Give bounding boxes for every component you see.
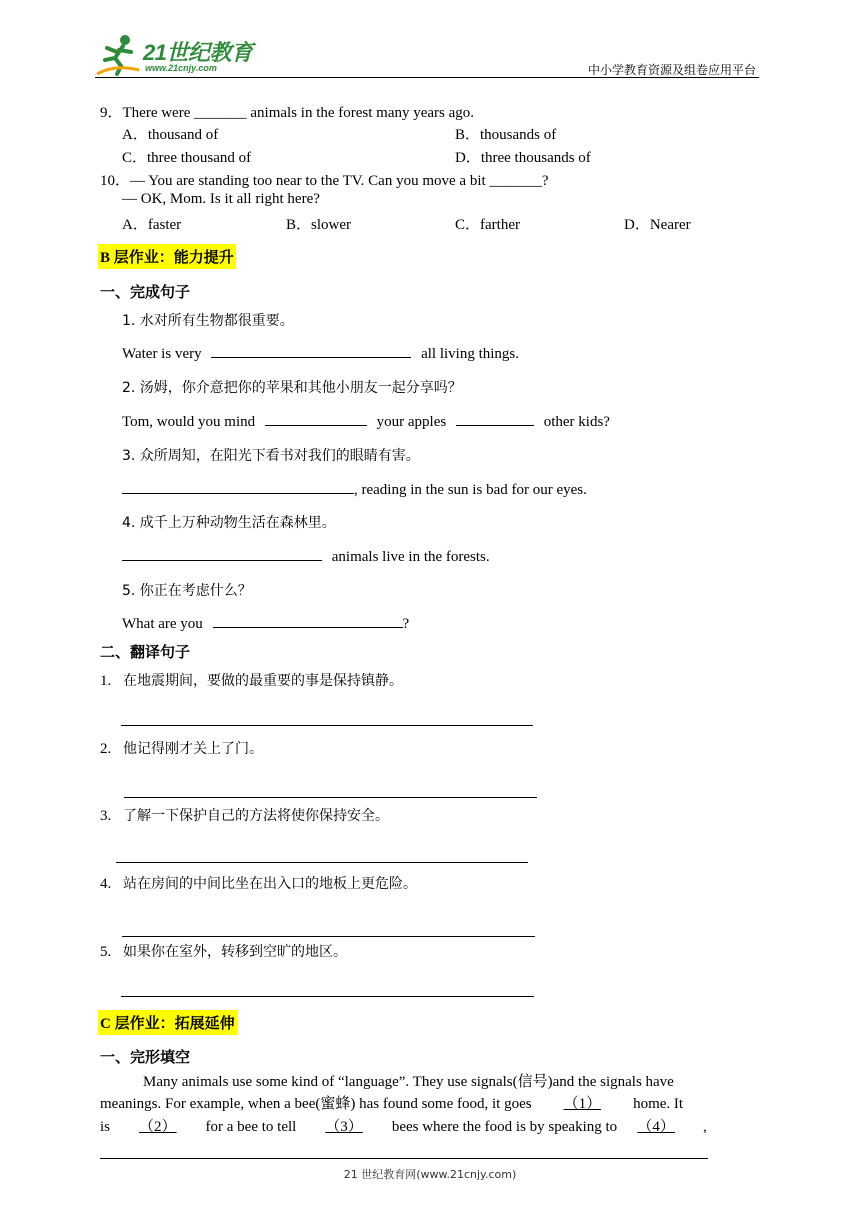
translate-1-answer-line[interactable] [121,725,533,726]
translate-3-cn: 了解一下保护自己的方法将使你保持安全。 [123,808,389,824]
translate-3-answer-line[interactable] [116,862,528,863]
complete-4-text-b: animals live in the forests. [331,549,490,565]
cloze-text: home. It [633,1096,684,1112]
section-cloze: 一、完形填空 [100,1048,191,1066]
cloze-text: is [100,1119,111,1135]
q10-option-b: B．slower [286,217,351,233]
complete-1-text-b: all living things. [421,346,520,362]
complete-1-cn: 1. 水对所有生物都很重要。 [122,313,294,329]
translate-item-5 [100,941,347,961]
q10-stem: 10．— You are standing too near to the TV. Can you move a bit _______? [100,173,549,189]
translate-item-2 [100,738,263,758]
q9-option-d: D．three thousands of [455,150,591,166]
header-divider [95,77,759,78]
complete-4-en [122,546,490,566]
runner-logo-icon [95,34,141,76]
answer-blank[interactable] [122,479,354,494]
complete-3-text-b: , reading in the sun is bad for our eyes. [354,482,587,498]
complete-5-text-a: What are you [122,616,203,632]
logo-url: www.21cnjy.com [145,63,217,73]
translate-4-cn: 站在房间的中间比坐在出入口的地板上更危险。 [123,876,417,892]
footer-text: 21 世纪教育网(www.21cnjy.com) [343,1168,517,1181]
q9-option-a: A．thousand of [122,127,219,143]
site-logo [95,34,265,78]
answer-blank[interactable] [122,546,322,561]
cloze-line-1: Many animals use some kind of “language”. They use signals(信号)and the signals have [143,1074,674,1090]
q9-option-c: C．three thousand of [122,150,252,166]
complete-1-text-a: Water is very [122,346,202,362]
cloze-line-3 [100,1115,707,1136]
cloze-text: meanings. For example, when a bee(蜜蜂) has found some food, it goes [100,1096,532,1112]
complete-1-en [122,343,519,363]
level-b-heading: B 层作业：能力提升 [98,244,236,269]
translate-4-answer-line[interactable] [122,936,535,937]
answer-blank[interactable] [265,411,367,426]
answer-blank[interactable] [456,411,534,426]
level-c-heading: C 层作业：拓展延伸 [98,1010,237,1035]
header-platform-text: 中小学教育资源及组卷应用平台 [587,63,756,77]
complete-2-text-a: Tom, would you mind [122,414,256,430]
section-translate: 二、翻译句子 [100,643,191,661]
cloze-blank-2[interactable]: （2） [139,1119,177,1135]
translate-1-cn: 在地震期间，要做的最重要的事是保持镇静。 [123,673,403,689]
cloze-line-2 [100,1092,683,1113]
answer-blank[interactable] [213,613,403,628]
cloze-text: bees where the food is by speaking to [391,1119,618,1135]
translate-2-answer-line[interactable] [124,797,537,798]
translate-2-num: 2. [100,741,112,757]
q10-option-d: D．Nearer [624,217,691,233]
cloze-text: for a bee to tell [205,1119,297,1135]
cloze-blank-4[interactable]: （4） [637,1119,675,1135]
translate-3-num: 3. [100,808,112,824]
translate-1-num: 1. [100,673,112,689]
translate-5-num: 5. [100,944,112,960]
q10-option-a: A．faster [122,217,182,233]
complete-3-en [122,479,587,499]
translate-5-answer-line[interactable] [121,996,534,997]
q10-line2: — OK, Mom. Is it all right here? [122,191,320,207]
logo-text: 21世纪教育 [143,40,253,65]
section-complete-sentences: 一、完成句子 [100,283,191,301]
q10-option-c: C．farther [455,217,520,233]
cloze-blank-1[interactable]: （1） [563,1096,602,1112]
complete-2-text-b: your apples [376,414,447,430]
answer-blank[interactable] [211,343,411,358]
translate-item-4 [100,873,417,893]
q9-option-b: B．thousands of [455,127,557,143]
complete-2-cn: 2. 汤姆，你介意把你的苹果和其他小朋友一起分享吗？ [122,380,462,396]
footer-divider [100,1158,708,1159]
complete-2-en [122,411,610,431]
complete-5-cn: 5. 你正在考虑什么？ [122,583,252,599]
translate-2-cn: 他记得刚才关上了门。 [123,741,263,757]
complete-5-text-b: ? [402,616,410,632]
translate-item-3 [100,805,389,825]
translate-5-cn: 如果你在室外，转移到空旷的地区。 [123,944,347,960]
translate-4-num: 4. [100,876,112,892]
cloze-text: , [703,1119,707,1135]
complete-5-en [122,613,409,633]
translate-item-1 [100,670,403,690]
complete-2-text-c: other kids? [543,414,610,430]
complete-3-cn: 3. 众所周知，在阳光下看书对我们的眼睛有害。 [122,448,420,464]
complete-4-cn: 4. 成千上万种动物生活在森林里。 [122,515,336,531]
q9-stem: 9．There were _______ animals in the forest many years ago. [100,105,475,121]
cloze-blank-3[interactable]: （3） [325,1119,363,1135]
